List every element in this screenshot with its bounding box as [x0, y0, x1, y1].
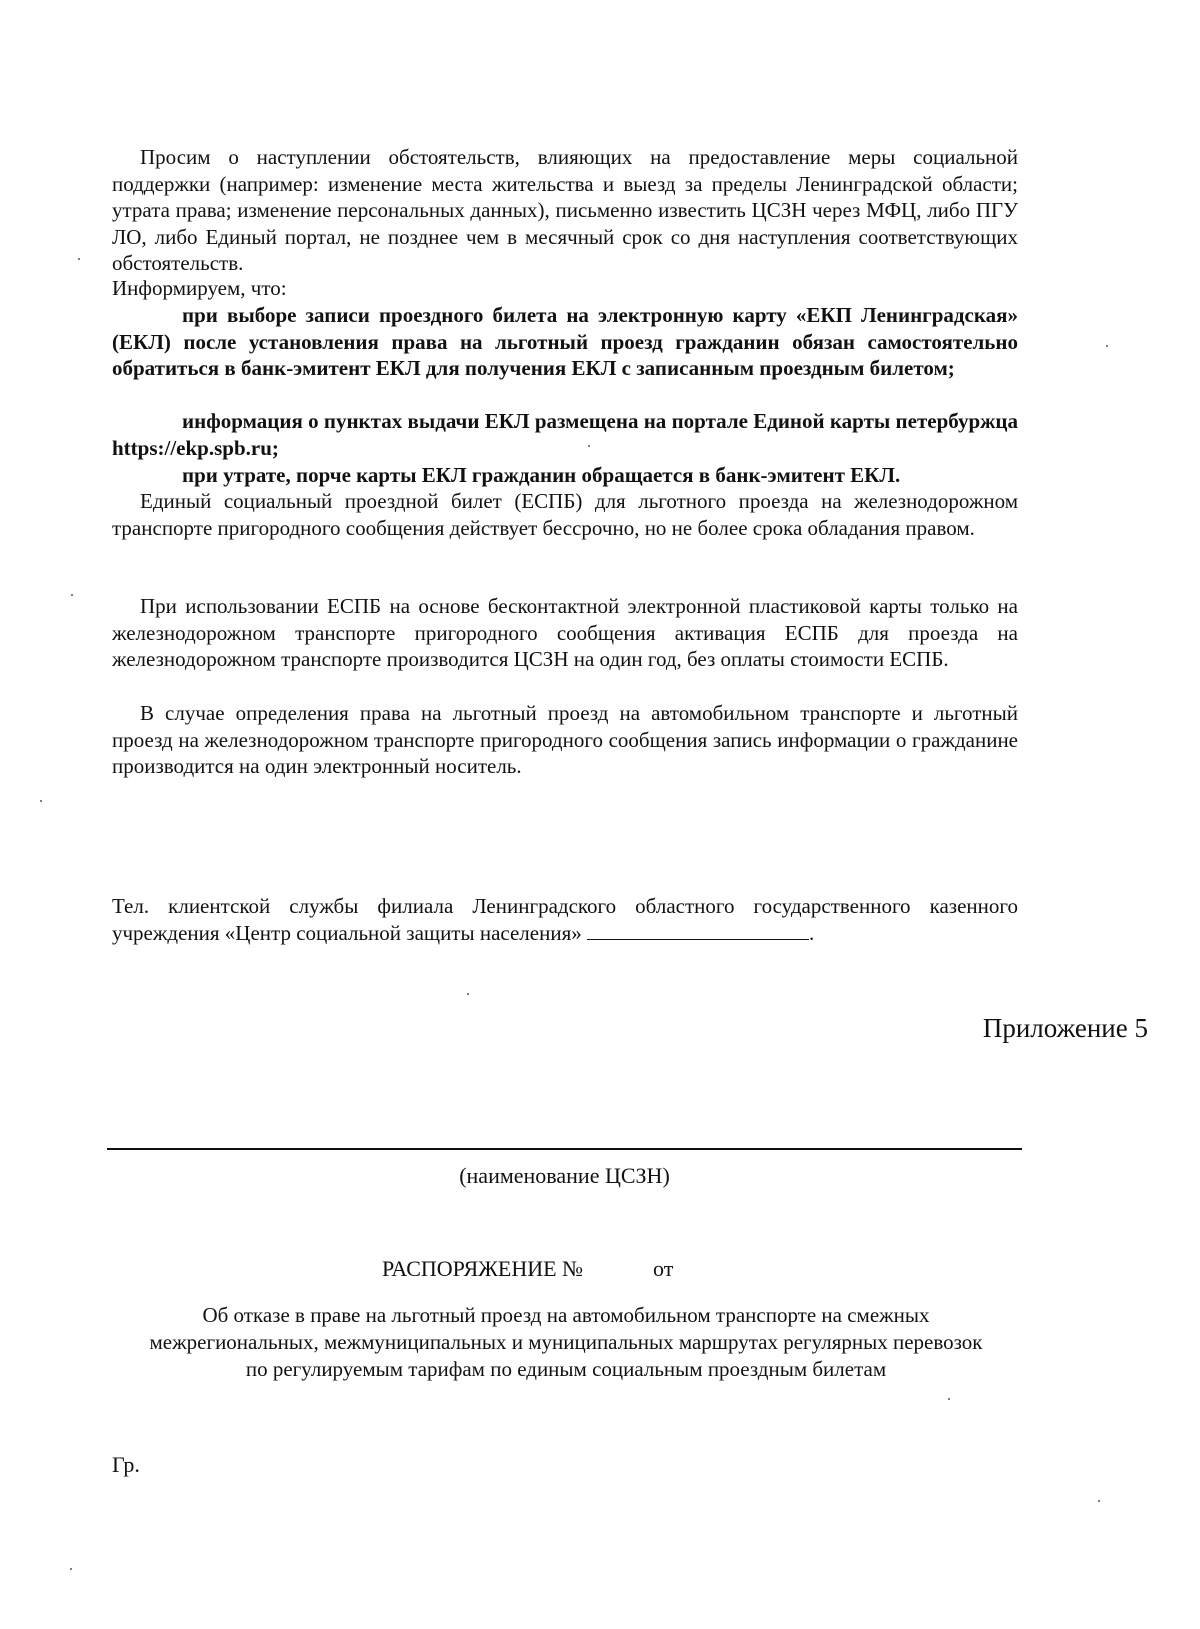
scan-speck — [588, 445, 590, 447]
espb-card-paragraph: При использовании ЕСПБ на основе бесконтактной электронной пластиковой карты только на железнодорожном транспорте пригородного сообщения активация ЕСПБ для проезда на железнодорожном транспорте производится ЦСЗН на один год, без оплаты стоимости ЕСПБ. — [112, 594, 1018, 671]
phone-end: . — [808, 920, 815, 945]
inform-intro: Информируем, что: — [112, 276, 287, 300]
scan-speck — [948, 1398, 950, 1400]
phone-blank-line — [587, 921, 809, 940]
ekl-loss-item: при утрате, порче карты ЕКЛ гражданин обращается в банк-эмитент ЕКЛ. — [182, 463, 901, 487]
org-name-caption: (наименование ЦСЗН) — [459, 1163, 670, 1188]
org-name-line — [107, 1148, 1022, 1150]
scan-speck — [1098, 1500, 1100, 1502]
scan-speck — [40, 800, 42, 802]
notification-paragraph: Просим о наступлении обстоятельств, влияющих на предоставление меры социальной поддержки (например: изменение места жительства и выезд за пределы Ленинградской области; утрата права; изменение персональных данных), письменно известить ЦСЗН через МФЦ, либо ПГУ ЛО, либо Единый портал, не позднее чем в месячный срок со дня наступления соответствующих обстоятельств. — [112, 145, 1018, 275]
single-carrier-paragraph: В случае определения права на льготный проезд на автомобильном транспорте и льготный проезд на железнодорожном транспорте пригородного сообщения запись информации о гражданине производится на один электронный носитель. — [112, 701, 1018, 778]
order-heading — [382, 1256, 673, 1282]
addressee-label: Гр. — [112, 1452, 140, 1477]
scan-speck — [78, 258, 80, 260]
ekl-portal-item: информация о пунктах выдачи ЕКЛ размещена на портале Единой карты петербуржца https://ekp.spb.ru; — [112, 409, 1018, 460]
scan-speck — [71, 594, 73, 596]
scan-speck — [1106, 345, 1108, 347]
scan-speck — [467, 993, 469, 995]
order-title: РАСПОРЯЖЕНИЕ № — [382, 1256, 584, 1281]
annex-label: Приложение 5 — [982, 1013, 1148, 1043]
scan-speck — [70, 1568, 72, 1570]
ekl-issue-item: при выборе записи проездного билета на электронную карту «ЕКП Ленинградская» (ЕКЛ) после установления права на льготный проезд гражданин обязан самостоятельно обратиться в банк-эмитент ЕКЛ для получения ЕКЛ с записанным проездным билетом; — [112, 303, 1018, 380]
espb-validity-paragraph: Единый социальный проездной билет (ЕСПБ) для льготного проезда на железнодорожном транспорте пригородного сообщения действует бессрочно, но не более срока обладания правом. — [112, 489, 1018, 540]
order-subject: Об отказе в праве на льготный проезд на автомобильном транспорте на смежных межрегиональных, межмуниципальных и муниципальных маршрутах регулярных перевозок по регулируемым тарифам по единым социальным проездным билетам — [149, 1303, 983, 1381]
phone-label: Тел. клиентской службы филиала Ленинградского областного государственного казенного учреждения «Центр социальной защиты населения» — [112, 894, 1018, 945]
client-service-phone — [112, 893, 1018, 946]
order-date-label: от — [653, 1256, 674, 1281]
